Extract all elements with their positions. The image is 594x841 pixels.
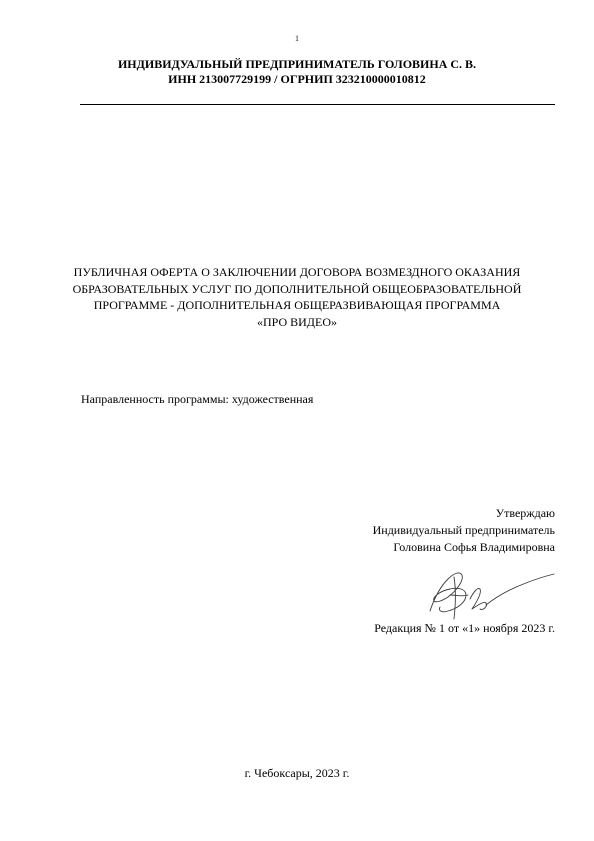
header-divider [80, 104, 555, 105]
program-direction: Направленность программы: художественная [81, 392, 314, 406]
header-registration-numbers: ИНН 213007729199 / ОГРНИП 323210000010812 [168, 72, 426, 86]
approval-block [373, 505, 555, 556]
handwritten-signature [426, 565, 556, 625]
approval-heading: Утверждаю [495, 506, 555, 520]
document-title [60, 264, 534, 330]
approver-name: Головина Софья Владимировна [393, 540, 555, 554]
header-entrepreneur-name: ИНДИВИДУАЛЬНЫЙ ПРЕДПРИНИМАТЕЛЬ ГОЛОВИНА С. В. [117, 57, 477, 71]
title-line: ОБРАЗОВАТЕЛЬНЫХ УСЛУГ ПО ДОПОЛНИТЕЛЬНОЙ ОБЩЕОБРАЗОВАТЕЛЬНОЙ [72, 281, 522, 296]
title-line: ПУБЛИЧНАЯ ОФЕРТА О ЗАКЛЮЧЕНИИ ДОГОВОРА ВОЗМЕЗДНОГО ОКАЗАНИЯ [73, 265, 521, 279]
approver-position: Индивидуальный предприниматель [372, 523, 555, 537]
page-number: 1 [295, 34, 299, 43]
title-line: «ПРО ВИДЕО» [256, 314, 337, 329]
edition-info: Редакция № 1 от «1» ноября 2023 г. [374, 621, 555, 635]
title-line: ПРОГРАММЕ - ДОПОЛНИТЕЛЬНАЯ ОБЩЕРАЗВИВАЮЩАЯ ПРОГРАММА [93, 298, 501, 312]
document-header [40, 57, 554, 87]
city-year: г. Чебоксары, 2023 г. [244, 766, 350, 780]
